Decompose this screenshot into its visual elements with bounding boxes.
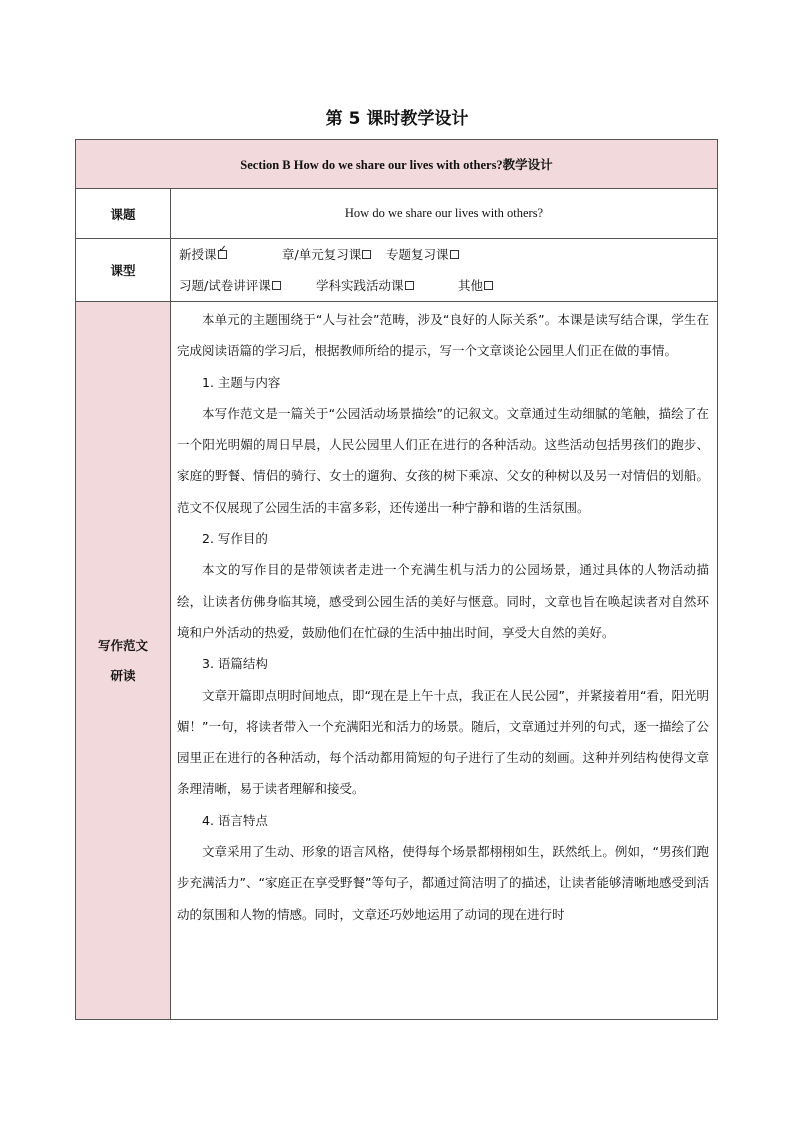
checked-box-icon[interactable]	[218, 250, 227, 259]
option-exercise-review[interactable]: 习题/试卷讲评课	[179, 270, 316, 301]
checkbox-icon[interactable]	[272, 281, 281, 290]
checkbox-icon[interactable]	[484, 281, 493, 290]
study-content	[171, 302, 718, 1020]
checkbox-icon[interactable]	[450, 250, 459, 259]
topic-row	[76, 189, 718, 239]
section-paragraph: 文章采用了生动、形象的语言风格，使得每个场景都栩栩如生，跃然纸上。例如，“男孩们跑步充满活力”、“家庭正在享受野餐”等句子，都通过简洁明了的描述，让读者能够清晰地感受到活动的氛围和人物的情感。同时，文章还巧妙地运用了动词的现在进行时	[177, 844, 709, 922]
section-heading: 4. 语言特点	[202, 812, 268, 828]
option-other[interactable]: 其他	[458, 270, 538, 301]
section-heading: 1. 主题与内容	[202, 374, 281, 390]
study-label: 写作范文 研读	[76, 302, 171, 1020]
lesson-type-options	[171, 239, 718, 302]
lesson-type-row	[76, 239, 718, 302]
section-heading: 2. 写作目的	[202, 531, 268, 547]
checkbox-icon[interactable]	[405, 281, 414, 290]
option-practice-activity[interactable]: 学科实践活动课	[316, 270, 458, 301]
option-new-lesson[interactable]: 新授课✓	[179, 239, 282, 270]
lesson-type-label: 课型	[76, 239, 171, 302]
section-header: Section B How do we share our lives with others?教学设计	[76, 140, 718, 189]
section-paragraph: 文章开篇即点明时间地点，即“现在是上午十点，我正在人民公园”，并紧接着用“看，阳光明媚！”一句，将读者带入一个充满阳光和活力的场景。随后，文章通过并列的句式，逐一描绘了公园里正在进行的各种活动，每个活动都用简短的句子进行了生动的刻画。这种并列结构使得文章条理清晰，易于读者理解和接受。	[177, 687, 709, 797]
option-unit-review[interactable]: 章/单元复习课	[282, 239, 386, 270]
section-paragraph: 本文的写作目的是带领读者走进一个充满生机与活力的公园场景，通过具体的人物活动描绘，让读者仿佛身临其境，感受到公园生活的美好与惬意。同时，文章也旨在唤起读者对自然环境和户外活动的热爱，鼓励他们在忙碌的生活中抽出时间，享受大自然的美好。	[177, 562, 709, 640]
section-paragraph: 本写作范文是一篇关于“公园活动场景描绘”的记叙文。文章通过生动细腻的笔触，描绘了在一个阳光明媚的周日早晨，人民公园里人们正在进行的各种活动。这些活动包括男孩们的跑步、家庭的野餐、情侣的骑行、女士的遛狗、女孩的树下乘凉、父女的种树以及另一对情侣的划船。范文不仅展现了公园生活的丰富多彩，还传递出一种宁静和谐的生活氛围。	[177, 405, 709, 515]
study-row	[76, 302, 718, 1020]
header-row	[76, 140, 718, 189]
intro-paragraph: 本单元的主题围绕于“人与社会”范畴，涉及“良好的人际关系”。本课是读写结合课，学生在完成阅读语篇的学习后，根据教师所给的提示，写一个文章谈论公园里人们正在做的事情。	[177, 312, 709, 359]
section-heading: 3. 语篇结构	[202, 656, 268, 672]
lesson-design-table	[75, 139, 718, 1020]
topic-value: How do we share our lives with others?	[171, 189, 718, 239]
checkbox-icon[interactable]	[362, 250, 371, 259]
topic-label: 课题	[76, 189, 171, 239]
option-topic-review[interactable]: 专题复习课	[386, 239, 496, 270]
page-title: 第 5 课时教学设计	[325, 109, 469, 129]
